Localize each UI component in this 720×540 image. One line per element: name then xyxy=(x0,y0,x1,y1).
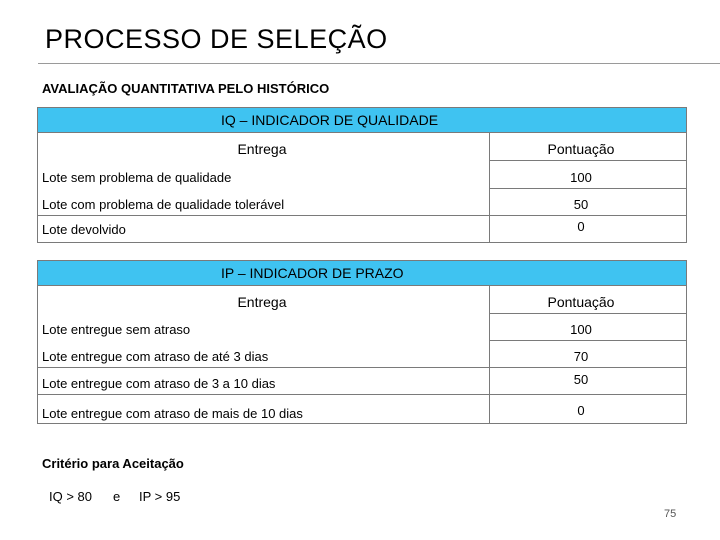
ip-table-header-label: IP – INDICADOR DE PRAZO xyxy=(221,265,404,281)
iq-row-desc: Lote devolvido xyxy=(42,222,126,237)
ip-col-entrega: Entrega xyxy=(237,294,287,310)
iq-row-value: 100 xyxy=(570,170,592,185)
table-row xyxy=(37,188,687,215)
table-row xyxy=(37,340,687,367)
iq-row-value: 50 xyxy=(573,197,589,212)
iq-col-pontuacao: Pontuação xyxy=(547,141,615,157)
table-row xyxy=(37,160,687,188)
table-row xyxy=(37,367,687,394)
criteria-conjunction: e xyxy=(113,489,121,504)
ip-row-value: 70 xyxy=(573,349,589,364)
slide-subtitle: AVALIAÇÃO QUANTITATIVA PELO HISTÓRICO xyxy=(42,81,330,96)
table-row xyxy=(37,394,687,424)
iq-column-headers xyxy=(37,133,687,160)
iq-row-desc: Lote sem problema de qualidade xyxy=(42,170,232,185)
table-row xyxy=(37,313,687,340)
iq-table-header xyxy=(37,107,687,133)
ip-row-value: 0 xyxy=(577,403,585,418)
page-number: 75 xyxy=(664,508,677,520)
table-row xyxy=(37,215,687,241)
ip-row-desc: Lote entregue com atraso de 3 a 10 dias xyxy=(42,376,276,391)
ip-column-headers xyxy=(37,286,687,313)
ip-col-pontuacao: Pontuação xyxy=(547,294,615,310)
slide-title: PROCESSO DE SELEÇÃO xyxy=(45,24,388,54)
ip-row-value: 100 xyxy=(570,322,592,337)
iq-row-desc: Lote com problema de qualidade tolerável xyxy=(42,197,285,212)
ip-row-desc: Lote entregue com atraso de até 3 dias xyxy=(42,349,269,364)
criteria-iq: IQ > 80 xyxy=(49,489,92,504)
iq-col-entrega: Entrega xyxy=(237,141,287,157)
iq-row-value: 0 xyxy=(577,219,585,234)
criteria-title: Critério para Aceitação xyxy=(42,456,184,471)
iq-table-header-label: IQ – INDICADOR DE QUALIDADE xyxy=(221,112,439,128)
title-divider xyxy=(38,63,720,64)
ip-row-desc: Lote entregue sem atraso xyxy=(42,322,191,337)
ip-row-desc: Lote entregue com atraso de mais de 10 dias xyxy=(42,406,303,421)
criteria-ip: IP > 95 xyxy=(139,489,181,504)
ip-table-header xyxy=(37,260,687,286)
ip-row-value: 50 xyxy=(573,372,589,387)
